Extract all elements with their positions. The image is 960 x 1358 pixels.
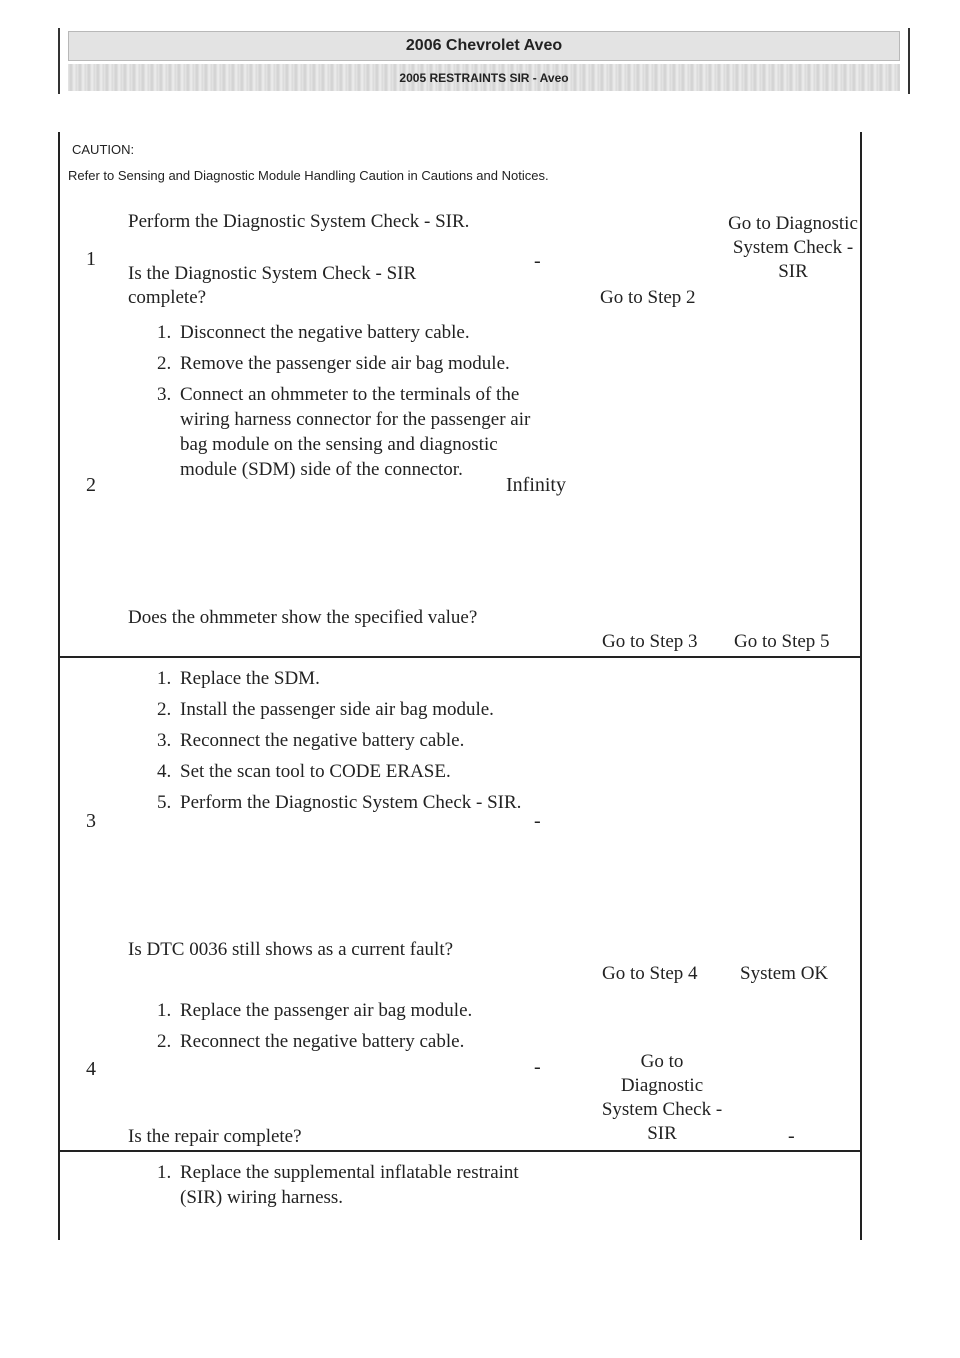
instruction-item: 1. Replace the SDM. bbox=[176, 666, 536, 691]
step-value: - bbox=[534, 250, 541, 272]
step-number: 3 bbox=[86, 810, 96, 832]
step-instructions bbox=[128, 320, 536, 488]
step-yes-result: Go to Step 3 bbox=[602, 631, 698, 652]
step-number: 2 bbox=[86, 474, 96, 496]
step-no-result: - bbox=[788, 1125, 795, 1147]
step-number: 4 bbox=[86, 1058, 96, 1080]
instruction-item: 1. Replace the passenger air bag module. bbox=[176, 998, 536, 1023]
instruction-item: 3. Connect an ohmmeter to the terminals of the wiring harness connector for the passenger air bag module on the sensing and diagnostic module (SDM) side of the connector. bbox=[176, 382, 536, 482]
instruction-item: 2. Remove the passenger side air bag module. bbox=[176, 351, 536, 376]
step-yes-result: Go to Step 2 bbox=[600, 287, 696, 308]
caution-text: Refer to Sensing and Diagnostic Module Handling Caution in Cautions and Notices. bbox=[68, 168, 549, 183]
step-instructions bbox=[128, 998, 536, 1060]
step-action: Perform the Diagnostic System Check - SIR. bbox=[128, 211, 470, 232]
document-subtitle: 2005 RESTRAINTS SIR - Aveo bbox=[68, 64, 900, 91]
instruction-item: 5. Perform the Diagnostic System Check - SIR. bbox=[176, 790, 536, 815]
instruction-item: 2. Install the passenger side air bag module. bbox=[176, 697, 536, 722]
step-no-result: Go to Step 5 bbox=[734, 631, 830, 652]
row-divider bbox=[58, 1150, 860, 1152]
step-yes-result: Go to Step 4 bbox=[602, 963, 698, 984]
step-question: Is DTC 0036 still shows as a current fault? bbox=[128, 939, 454, 960]
instruction-item: 3. Reconnect the negative battery cable. bbox=[176, 728, 536, 753]
document-title: 2006 Chevrolet Aveo bbox=[68, 31, 900, 61]
instruction-item: 1. Disconnect the negative battery cable. bbox=[176, 320, 536, 345]
step-instructions bbox=[128, 666, 536, 821]
step-question: Is the Diagnostic System Check - SIR complete? bbox=[128, 263, 417, 308]
step-number: 1 bbox=[86, 248, 96, 270]
step-value: Infinity bbox=[506, 474, 566, 496]
step-question: Does the ohmmeter show the specified value? bbox=[128, 607, 478, 628]
instruction-item: 1. Replace the supplemental inflatable restraint (SIR) wiring harness. bbox=[176, 1160, 536, 1210]
row-divider bbox=[58, 656, 860, 658]
instruction-item: 2. Reconnect the negative battery cable. bbox=[176, 1029, 536, 1054]
step-yes-result: Go to Diagnostic System Check - SIR bbox=[601, 1051, 723, 1144]
document-header bbox=[58, 28, 910, 94]
step-value: - bbox=[534, 1056, 541, 1078]
step-no-result: Go to Diagnostic System Check - SIR bbox=[728, 213, 858, 282]
caution-label: CAUTION: bbox=[72, 142, 135, 157]
step-question: Is the repair complete? bbox=[128, 1126, 302, 1147]
instruction-item: 4. Set the scan tool to CODE ERASE. bbox=[176, 759, 536, 784]
step-instructions bbox=[128, 1160, 536, 1216]
step-value: - bbox=[534, 810, 541, 832]
step-no-result: System OK bbox=[740, 963, 829, 984]
